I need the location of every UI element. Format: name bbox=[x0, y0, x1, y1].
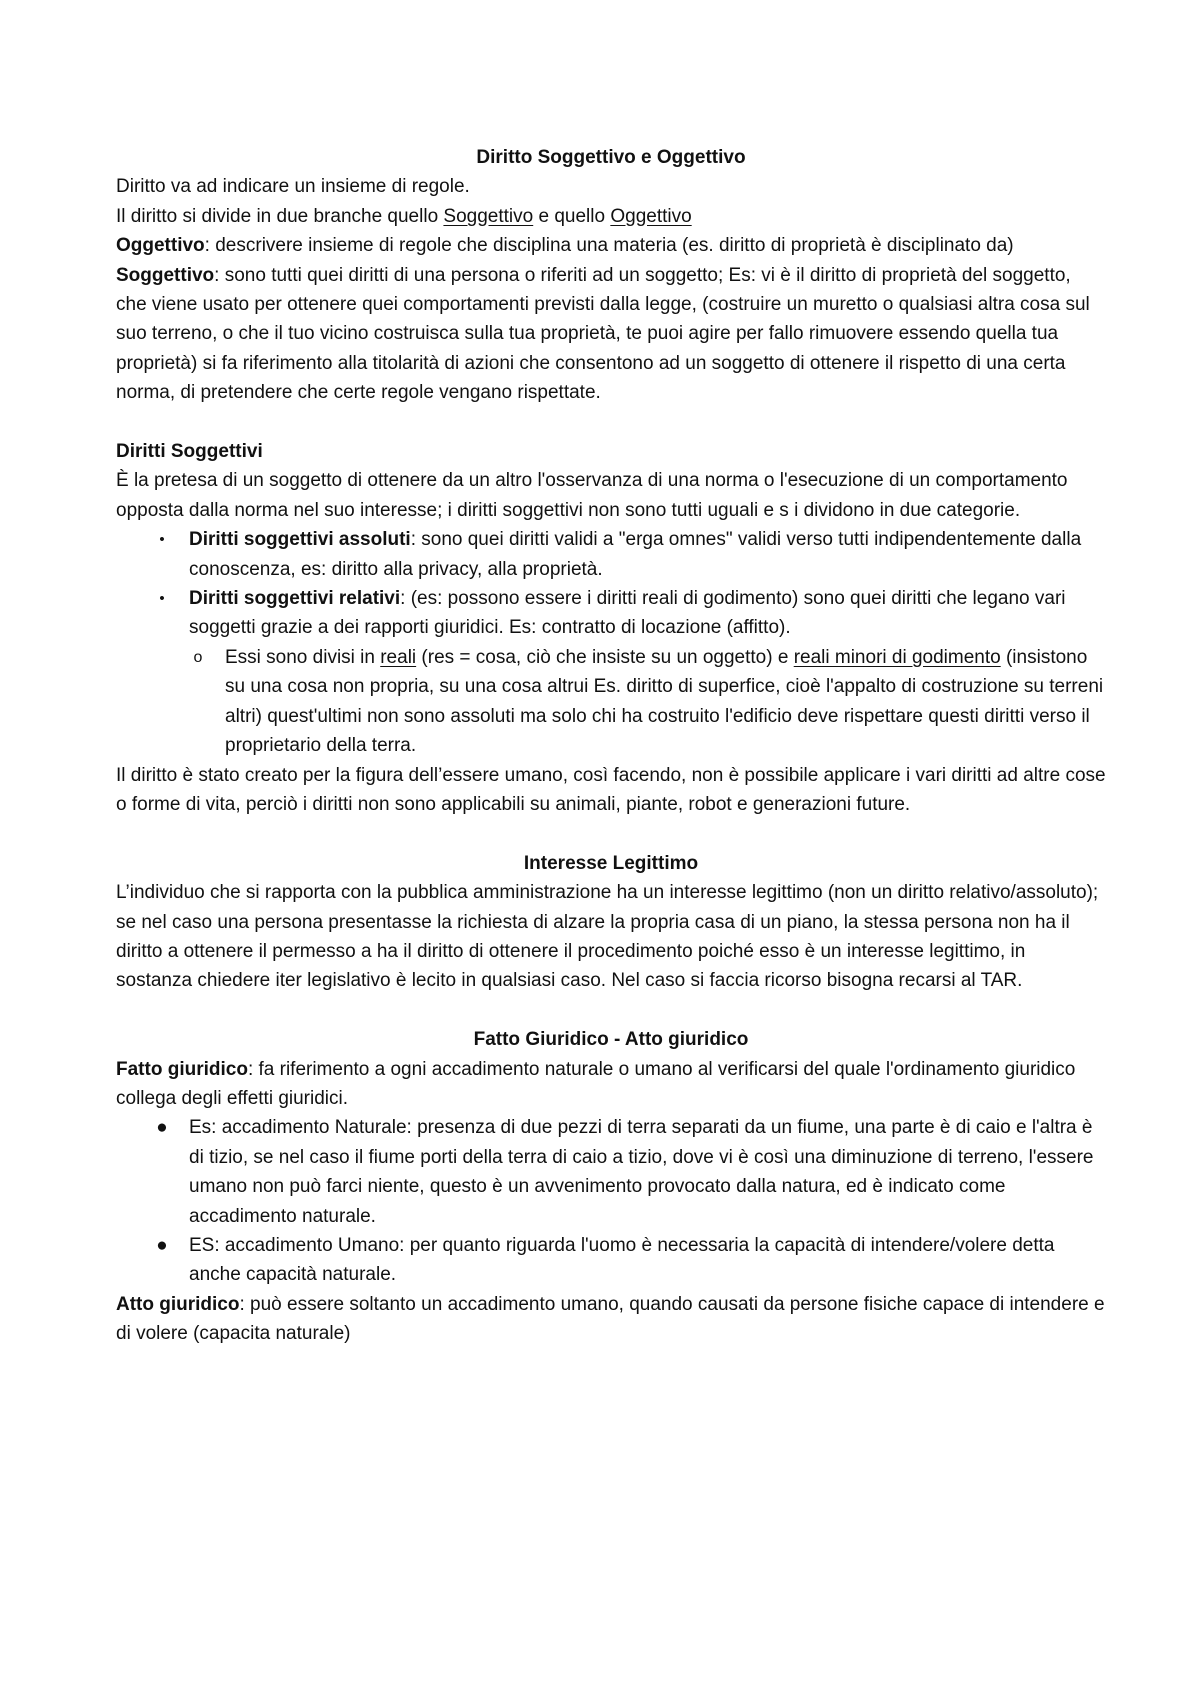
bullet-icon: • bbox=[159, 531, 165, 549]
bold-term: Atto giuridico bbox=[116, 1293, 240, 1315]
section-heading-diritti-soggettivi: Diritti Soggettivi bbox=[116, 441, 263, 463]
bullet-icon: • bbox=[159, 590, 165, 608]
paragraph-soggettivo bbox=[116, 261, 1106, 408]
text-run: Es: accadimento Naturale: presenza di due pezzi di terra separati da un fiume, una parte è di caio e l'altra è di tizio, se nel caso il fiume porti della terra di caio a tizio, dove vi è così una diminuzione di terreno, l'essere umano non può farci niente, questo è un avvenimento provocato dalla natura, ed è indicato come accadimento naturale. bbox=[189, 1117, 1094, 1227]
bold-term: Soggettivo bbox=[116, 264, 215, 286]
text-run: ES: accadimento Umano: per quanto riguarda l'uomo è necessaria la capacità di intendere/volere detta anche capacità naturale. bbox=[189, 1234, 1055, 1286]
section-title-diritto: Diritto Soggettivo e Oggettivo bbox=[476, 147, 746, 168]
paragraph-atto-giuridico bbox=[116, 1290, 1106, 1349]
text-run: : (es: possono essere i diritti reali di godimento) sono quei diritti che legano vari soggetti grazie a dei rapporti giuridici. Es: contratto di locazione (affitto). bbox=[189, 588, 1066, 639]
text-run: : può essere soltanto un accadimento umano, quando causati da persone fisiche capace di intendere e di volere (capacita naturale) bbox=[116, 1293, 1105, 1345]
paragraph-essere-umano: Il diritto è stato creato per la figura dell’essere umano, così facendo, non è possibile applicare i vari diritti ad altre cose o forme di vita, perciò i diritti non sono applicabili su animali, piante, robot e generazioni future. bbox=[116, 764, 1106, 815]
text-run: : sono tutti quei diritti di una persona o riferiti ad un soggetto; Es: vi è il diritto di proprietà del soggetto, che viene usato per ottenere quei comportamenti previsti dalla legge, (costruire un muretto o qualsiasi altra cosa sul suo terreno, o che il tuo vicino costruisca sulla tua proprietà, te puoi agire per fallo rimuovere essendo quella tua proprietà) si fa riferimento alla titolarità di azioni che consentono ad un soggetto di ottenere il rispetto di una certa norma, di pretendere che certe regole vengano rispettate. bbox=[116, 264, 1090, 404]
bullet-icon: ● bbox=[156, 1234, 168, 1256]
paragraph-pretesa: È la pretesa di un soggetto di ottenere da un altro l'osservanza di una norma o l'esecuzione di un comportamento opposta dalla norma nel suo interesse; i diritti soggettivi non sono tutti uguali e s i dividono in due categorie. bbox=[116, 470, 1068, 521]
paragraph-fatto-giuridico bbox=[116, 1055, 1106, 1114]
blank-line bbox=[116, 819, 1106, 848]
list-item bbox=[116, 584, 1106, 760]
list-item bbox=[116, 1231, 1106, 1290]
section-title-fatto-atto: Fatto Giuridico - Atto giuridico bbox=[473, 1029, 749, 1051]
hollow-bullet-icon: o bbox=[193, 648, 203, 666]
text-run: (res = cosa, ciò che insiste su un oggetto) e bbox=[416, 646, 794, 668]
bold-term: Diritti soggettivi assoluti bbox=[189, 529, 411, 551]
bullet-icon: ● bbox=[156, 1117, 168, 1139]
underlined-term: Soggettivo bbox=[443, 205, 534, 227]
text-run: : sono quei diritti validi a "erga omnes" validi verso tutti indipendentemente dalla conoscenza, es: diritto alla privacy, alla proprietà. bbox=[189, 529, 1082, 580]
list-item bbox=[116, 525, 1106, 584]
paragraph-definition: Diritto va ad indicare un insieme di regole. bbox=[116, 176, 470, 198]
bold-term: Diritti soggettivi relativi bbox=[189, 588, 401, 610]
text-run: : fa riferimento a ogni accadimento naturale o umano al verificarsi del quale l'ordinamento giuridico collega degli effetti giuridici. bbox=[116, 1058, 1076, 1109]
list-item bbox=[116, 1113, 1106, 1231]
text-run: Essi sono divisi in bbox=[225, 646, 381, 668]
underlined-term: reali bbox=[380, 646, 417, 668]
text-run: e quello bbox=[533, 205, 611, 227]
sub-list-item bbox=[116, 643, 1106, 761]
bold-term: Oggettivo bbox=[116, 235, 205, 257]
bold-term: Fatto giuridico bbox=[116, 1058, 248, 1080]
text-run: : descrivere insieme di regole che disciplina una materia (es. diritto di proprietà è disciplinato da) bbox=[204, 235, 1014, 257]
text-run: Il diritto si divide in due branche quello bbox=[116, 205, 444, 227]
bullet-list bbox=[116, 525, 1106, 760]
paragraph-oggettivo bbox=[116, 231, 1106, 260]
blank-line bbox=[116, 996, 1106, 1025]
blank-line bbox=[116, 408, 1106, 437]
paragraph-interesse: L’individuo che si rapporta con la pubblica amministrazione ha un interesse legittimo (non un diritto relativo/assoluto); se nel caso una persona presentasse la richiesta di alzare la propria casa di un piano, la stessa persona non ha il diritto a ottenere il permesso a ha il diritto di ottenere il procedimento poiché esso è un interesse legittimo, in sostanza chiedere iter legislativo è lecito in qualsiasi caso. Nel caso si faccia ricorso bisogna recarsi al TAR. bbox=[116, 882, 1099, 992]
underlined-term: reali minori di godimento bbox=[793, 646, 1001, 668]
paragraph-branches bbox=[116, 202, 1106, 231]
sub-bullet-list bbox=[116, 643, 1106, 761]
underlined-term: Oggettivo bbox=[610, 205, 692, 227]
document-page bbox=[116, 143, 1106, 1349]
bullet-list bbox=[116, 1113, 1106, 1289]
section-title-interesse: Interesse Legittimo bbox=[523, 852, 699, 874]
text-run: (insistono su una cosa non propria, su una cosa altrui Es. diritto di superfice, cioè l'appalto di costruzione su terreni altri) quest'ultimi non sono assoluti ma solo chi ha costruito l'edificio deve rispettare questi diritti verso il proprietario della terra. bbox=[225, 646, 1104, 757]
